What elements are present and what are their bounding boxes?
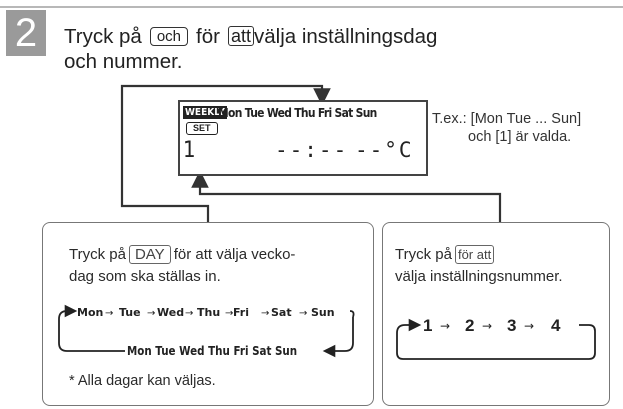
day-instruction-line-1 [69,245,295,265]
example-line-2: och [1] är valda. [468,129,572,145]
set-indicator: SET [186,122,218,135]
day-cycle-arrow: → [105,308,114,319]
day-cycle-arrow: → [261,308,270,319]
day-text-a: Tryck på [69,246,126,263]
day-cycle-sat: Sat [271,306,292,319]
day-instruction-line-2: dag som ska ställas in. [69,268,221,285]
number-instruction-line-2: välja inställningsnummer. [395,268,563,285]
day-cycle-arrow: → [299,308,308,319]
example-line-1: T.ex.: [Mon Tue ... Sun] [432,111,582,127]
heading-text-b: för [196,25,220,48]
number-cycle-1: 1 [423,316,433,335]
day-cycle-wed: Wed [157,306,185,319]
lcd-temperature: --°C [355,138,414,162]
number-cycle-loop [393,301,599,363]
day-cycle-arrow: → [225,308,234,319]
number-cycle-3: 3 [507,316,517,335]
day-cycle-arrow: → [185,308,194,319]
number-cycle-4: 4 [551,316,561,335]
heading-line-2: och nummer. [64,50,183,73]
number-cycle-arrow: → [482,319,493,333]
heading-text-c: välja inställningsdag [253,25,438,48]
day-cycle-thu: Thu [197,306,221,319]
heading-text-a: Tryck på [64,25,142,48]
arrow-number-to-lcd [200,179,500,222]
lcd-days: Mon Tue Wed Thu Fri Sat Sun [218,105,377,120]
day-select-box [42,222,374,406]
all-days-label: Mon Tue Wed Thu Fri Sat Sun [127,344,298,358]
day-cycle [77,306,335,319]
number-instruction-line-1 [395,245,497,265]
att-button-label: att [228,26,254,46]
number-cycle-arrow: → [440,319,451,333]
number-cycle-arrow: → [524,319,535,333]
lcd-time: --:-- [275,138,349,162]
number-key: för att [455,245,494,264]
day-cycle-arrow: → [147,308,156,319]
day-cycle-tue: Tue [119,306,141,319]
day-cycle-fri: Fri [233,306,250,319]
number-cycle [423,316,561,335]
day-key: DAY [129,245,171,264]
och-button-label: och [150,27,188,46]
number-select-box [382,222,610,406]
weekly-indicator: WEEKLY [185,107,225,118]
lcd-display [178,100,428,176]
number-text-a: Tryck på [395,246,452,263]
number-cycle-2: 2 [465,316,475,335]
all-days-note: * Alla dagar kan väljas. [69,373,216,389]
day-cycle-sun: Sun [311,306,335,319]
day-cycle-mon: Mon [77,306,104,319]
day-text-b: för att välja vecko- [173,246,296,263]
step-number: 2 [6,10,46,56]
lcd-setting-number: 1 [183,138,196,163]
